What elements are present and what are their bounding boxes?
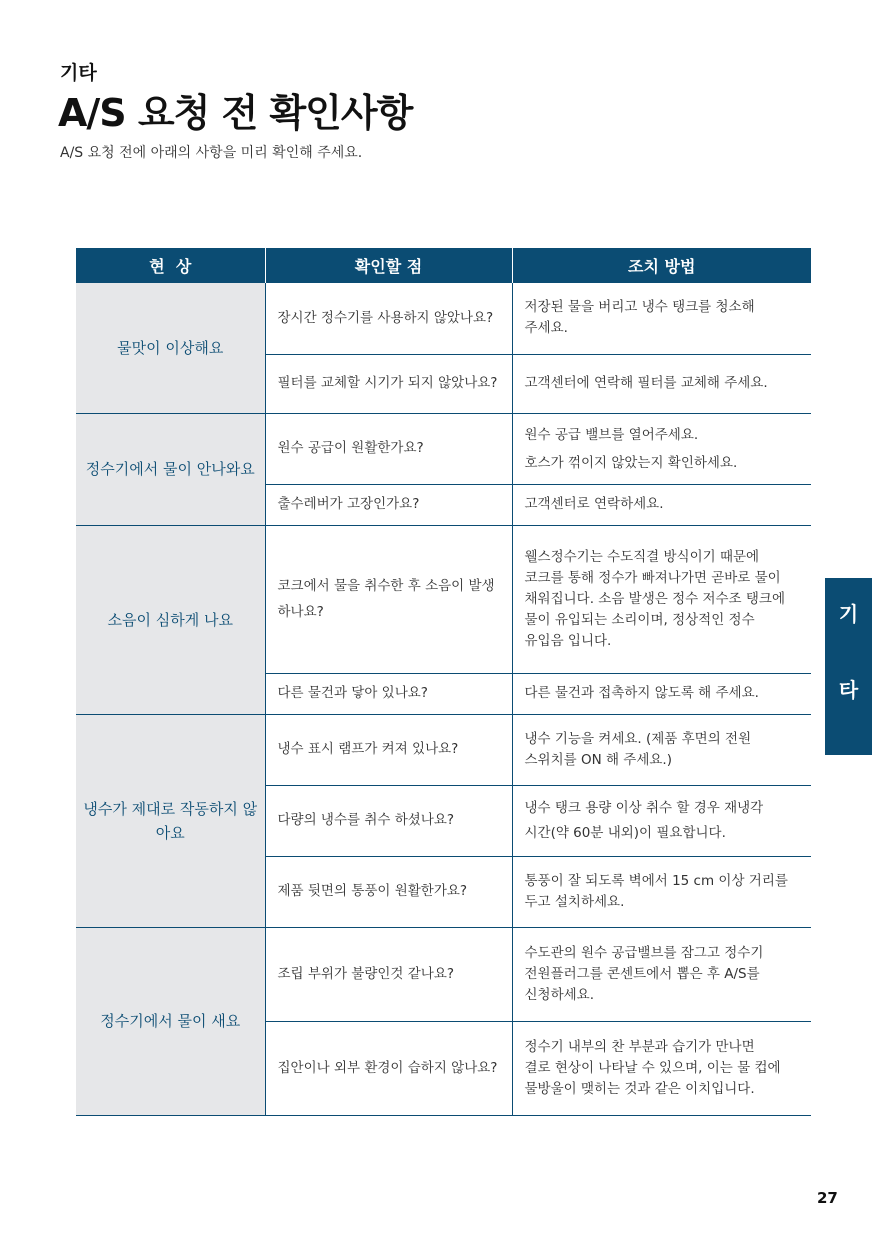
check-cell: 다량의 냉수를 취수 하셨나요? xyxy=(265,785,512,856)
action-cell: 정수기 내부의 찬 부분과 습기가 만나면 결로 현상이 나타날 수 있으며, 이는 물 컵에 물방울이 맺히는 것과 같은 이치입니다. xyxy=(512,1021,811,1115)
action-cell: 수도관의 원수 공급밸브를 잠그고 정수기 전원플러그를 콘센트에서 뽑은 후 A/S를 신청하세요. xyxy=(512,927,811,1021)
action-cell: 고객센터에 연락해 필터를 교체해 주세요. xyxy=(512,354,811,413)
check-cell: 필터를 교체할 시기가 되지 않았나요? xyxy=(265,354,512,413)
table-row xyxy=(76,714,811,785)
symptom-cell: 소음이 심하게 나요 xyxy=(76,525,265,714)
header-check: 확인할 점 xyxy=(265,248,512,283)
action-cell: 냉수 기능을 켜세요. (제품 후면의 전원 스위치를 ON 해 주세요.) xyxy=(512,714,811,785)
header-symptom: 현 상 xyxy=(76,248,265,283)
troubleshooting-table xyxy=(76,248,811,1116)
symptom-cell: 물맛이 이상해요 xyxy=(76,283,265,413)
side-tab-char: 기 xyxy=(838,602,859,626)
check-cell: 코크에서 물을 취수한 후 소음이 발생하나요? xyxy=(265,525,512,673)
action-cell: 통풍이 잘 되도록 벽에서 15 cm 이상 거리를 두고 설치하세요. xyxy=(512,856,811,927)
page-number: 27 xyxy=(817,1189,838,1207)
page-title: A/S 요청 전 확인사항 xyxy=(58,91,413,135)
page-intro: A/S 요청 전에 아래의 사항을 미리 확인해 주세요. xyxy=(60,145,363,161)
table-header-row xyxy=(76,248,811,283)
action-cell: 웰스정수기는 수도직결 방식이기 때문에 코크를 통해 정수가 빠져나가면 곧바로 물이 채워집니다. 소음 발생은 정수 저수조 탱크에 물이 유입되는 소리이며, 정상적인 정수 유입음 입니다. xyxy=(512,525,811,673)
check-cell: 냉수 표시 램프가 켜져 있나요? xyxy=(265,714,512,785)
symptom-cell: 냉수가 제대로 작동하지 않아요 xyxy=(76,714,265,927)
action-cell: 원수 공급 밸브를 열어주세요. 호스가 꺾이지 않았는지 확인하세요. xyxy=(512,413,811,484)
table-row xyxy=(76,927,811,1021)
symptom-cell: 정수기에서 물이 새요 xyxy=(76,927,265,1115)
check-cell: 장시간 정수기를 사용하지 않았나요? xyxy=(265,283,512,354)
check-cell: 다른 물건과 닿아 있나요? xyxy=(265,673,512,714)
symptom-cell: 정수기에서 물이 안나와요 xyxy=(76,413,265,525)
check-cell: 조립 부위가 불량인것 같나요? xyxy=(265,927,512,1021)
side-tab-char: 타 xyxy=(838,678,859,702)
action-cell: 저장된 물을 버리고 냉수 탱크를 청소해 주세요. xyxy=(512,283,811,354)
section-label: 기타 xyxy=(60,62,97,84)
action-cell: 고객센터로 연락하세요. xyxy=(512,484,811,525)
header-action: 조치 방법 xyxy=(512,248,811,283)
table-row xyxy=(76,525,811,673)
check-cell: 집안이나 외부 환경이 습하지 않나요? xyxy=(265,1021,512,1115)
check-cell: 제품 뒷면의 통풍이 원활한가요? xyxy=(265,856,512,927)
table-row xyxy=(76,283,811,354)
side-section-tab xyxy=(825,578,872,755)
check-cell: 원수 공급이 원활한가요? xyxy=(265,413,512,484)
action-cell: 냉수 탱크 용량 이상 취수 할 경우 재냉각 시간(약 60분 내외)이 필요합니다. xyxy=(512,785,811,856)
action-cell: 다른 물건과 접촉하지 않도록 해 주세요. xyxy=(512,673,811,714)
check-cell: 출수레버가 고장인가요? xyxy=(265,484,512,525)
table-row xyxy=(76,413,811,484)
